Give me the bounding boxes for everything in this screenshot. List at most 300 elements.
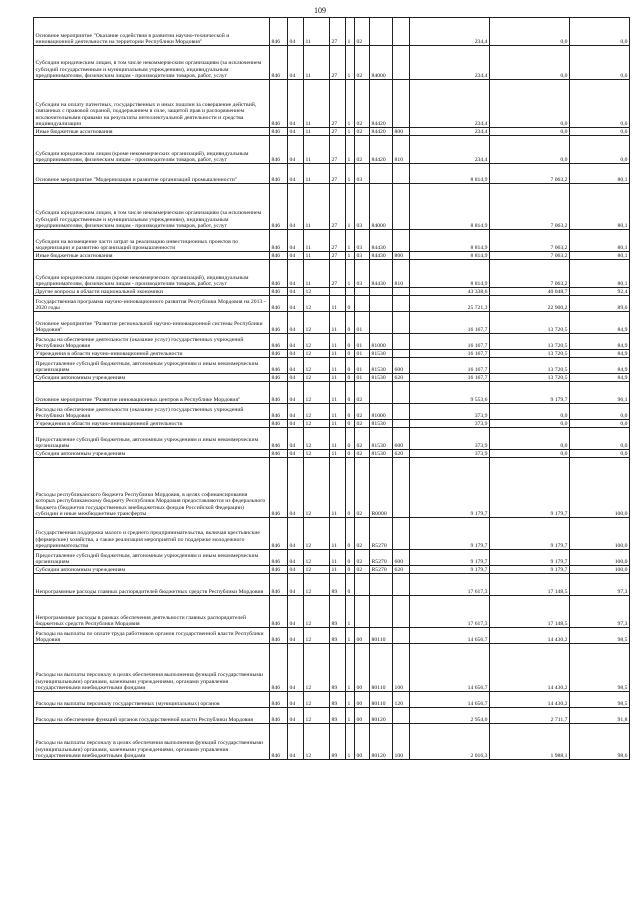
actual-amount-cell: 0,0 xyxy=(490,128,570,136)
program-code-cell: 11 xyxy=(330,334,346,350)
execution-percent-cell: 84,9 xyxy=(570,358,630,374)
execution-percent-cell: 100,0 xyxy=(570,566,630,574)
direction-code-cell: 84430 xyxy=(370,260,393,288)
program-code-cell: 11 xyxy=(330,518,346,550)
section-code-cell: 04 xyxy=(288,334,304,350)
event-code-cell: 01 xyxy=(355,374,370,382)
subsection-code-cell: 12 xyxy=(304,566,330,574)
program-code-cell: 11 xyxy=(330,428,346,450)
event-code-cell: 00 xyxy=(355,724,370,760)
actual-amount-cell: 14 430,2 xyxy=(490,628,570,644)
section-code-cell: 04 xyxy=(288,382,304,404)
row-name-cell: Непрограммные расходы в рамках обеспечения деятельности главных распорядителей бюджетных средств Республики Мордовия xyxy=(34,596,270,628)
plan-amount-cell: 14 656,7 xyxy=(410,628,490,644)
execution-percent-cell: 92,4 xyxy=(570,288,630,296)
expense-type-code-cell: 810 xyxy=(393,136,410,164)
subsection-code-cell: 12 xyxy=(304,596,330,628)
event-code-cell: 02 xyxy=(355,428,370,450)
row-name-cell: Субсидии автономным учреждениям xyxy=(34,566,270,574)
table-row xyxy=(34,230,630,252)
expense-type-code-cell: 120 xyxy=(393,692,410,708)
execution-percent-cell: 84,9 xyxy=(570,374,630,382)
row-name-cell: Расходы на обеспечение деятельности (оказание услуг) государственных учреждений Республики Мордовия xyxy=(34,334,270,350)
subprogram-code-cell: 1 xyxy=(346,252,355,260)
event-code-cell: 00 xyxy=(355,644,370,692)
event-code-cell: 03 xyxy=(355,260,370,288)
execution-percent-cell: 97,3 xyxy=(570,596,630,628)
subsection-code-cell: 12 xyxy=(304,428,330,450)
program-code-cell: 27 xyxy=(330,164,346,184)
execution-percent-cell: 91,8 xyxy=(570,708,630,724)
direction-code-cell: R5270 xyxy=(370,566,393,574)
event-code-cell: 02 xyxy=(355,404,370,420)
subsection-code-cell: 12 xyxy=(304,458,330,518)
expense-type-code-cell xyxy=(393,420,410,428)
execution-percent-cell: 98,5 xyxy=(570,644,630,692)
actual-amount-cell: 9 179,7 xyxy=(490,458,570,518)
direction-code-cell: 80110 xyxy=(370,692,393,708)
execution-percent-cell: 0,0 xyxy=(570,428,630,450)
row-name-cell: Основное мероприятие "Оказание содействия в развитии научно-технической и инновационной деятельности на территории Республики Мордовия" xyxy=(34,18,270,46)
grbs-code-cell: 846 xyxy=(270,260,288,288)
plan-amount-cell: 373,9 xyxy=(410,420,490,428)
row-name-cell: Субсидии юридическим лицам, в том числе некоммерческим организациям (за исключением субсидий государственным и муниципальным учреждениям), индивидуальным предпринимателям, физическим лицам - производителям товаров, работ, услуг xyxy=(34,46,270,80)
subprogram-code-cell: 1 xyxy=(346,184,355,230)
row-name-cell: Расходы на обеспечение функций органов государственной власти Республики Мордовия xyxy=(34,708,270,724)
actual-amount-cell: 0,0 xyxy=(490,80,570,128)
actual-amount-cell: 9 179,7 xyxy=(490,518,570,550)
execution-percent-cell: 0,0 xyxy=(570,420,630,428)
actual-amount-cell: 0,0 xyxy=(490,46,570,80)
table-row xyxy=(34,724,630,760)
grbs-code-cell: 846 xyxy=(270,708,288,724)
subsection-code-cell: 12 xyxy=(304,574,330,596)
section-code-cell: 04 xyxy=(288,566,304,574)
subsection-code-cell: 11 xyxy=(304,230,330,252)
budget-table xyxy=(33,17,630,760)
program-code-cell: 89 xyxy=(330,724,346,760)
plan-amount-cell: 2 016,3 xyxy=(410,724,490,760)
section-code-cell: 04 xyxy=(288,596,304,628)
program-code-cell: 11 xyxy=(330,404,346,420)
subsection-code-cell: 11 xyxy=(304,164,330,184)
actual-amount-cell: 7 063,2 xyxy=(490,230,570,252)
actual-amount-cell: 13 720,5 xyxy=(490,350,570,358)
event-code-cell: 02 xyxy=(355,458,370,518)
subprogram-code-cell: 0 xyxy=(346,296,355,312)
direction-code-cell xyxy=(370,18,393,46)
actual-amount-cell: 13 720,5 xyxy=(490,334,570,350)
grbs-code-cell: 846 xyxy=(270,18,288,46)
subprogram-code-cell: 0 xyxy=(346,404,355,420)
expense-type-code-cell: 810 xyxy=(393,260,410,288)
program-code-cell: 27 xyxy=(330,252,346,260)
grbs-code-cell: 846 xyxy=(270,296,288,312)
expense-type-code-cell xyxy=(393,18,410,46)
actual-amount-cell: 17 148,5 xyxy=(490,596,570,628)
grbs-code-cell: 846 xyxy=(270,596,288,628)
execution-percent-cell: 98,5 xyxy=(570,628,630,644)
expense-type-code-cell xyxy=(393,312,410,334)
expense-type-code-cell xyxy=(393,296,410,312)
subsection-code-cell: 12 xyxy=(304,708,330,724)
execution-percent-cell: 100,0 xyxy=(570,550,630,566)
plan-amount-cell: 16 167,7 xyxy=(410,312,490,334)
subprogram-code-cell: 0 xyxy=(346,550,355,566)
grbs-code-cell: 846 xyxy=(270,46,288,80)
subprogram-code-cell: 0 xyxy=(346,358,355,374)
section-code-cell: 04 xyxy=(288,550,304,566)
direction-code-cell: 84420 xyxy=(370,136,393,164)
subprogram-code-cell: 0 xyxy=(346,574,355,596)
program-code-cell: 89 xyxy=(330,596,346,628)
table-row xyxy=(34,164,630,184)
table-row xyxy=(34,260,630,288)
subprogram-code-cell: 0 xyxy=(346,450,355,458)
expense-type-code-cell: 600 xyxy=(393,550,410,566)
expense-type-code-cell: 600 xyxy=(393,358,410,374)
plan-amount-cell: 16 167,7 xyxy=(410,358,490,374)
subprogram-code-cell: 1 xyxy=(346,136,355,164)
expense-type-code-cell: 100 xyxy=(393,724,410,760)
grbs-code-cell: 846 xyxy=(270,334,288,350)
execution-percent-cell: 0,0 xyxy=(570,46,630,80)
subprogram-code-cell: 0 xyxy=(346,458,355,518)
program-code-cell: 11 xyxy=(330,382,346,404)
table-row xyxy=(34,184,630,230)
program-code-cell: 89 xyxy=(330,692,346,708)
program-code-cell: 89 xyxy=(330,574,346,596)
subprogram-code-cell: 1 xyxy=(346,708,355,724)
subprogram-code-cell: 0 xyxy=(346,428,355,450)
section-code-cell: 04 xyxy=(288,450,304,458)
direction-code-cell xyxy=(370,164,393,184)
section-code-cell: 04 xyxy=(288,708,304,724)
expense-type-code-cell xyxy=(393,350,410,358)
row-name-cell: Расходы на выплаты персоналу государственных (муниципальных) органов xyxy=(34,692,270,708)
table-row xyxy=(34,382,630,404)
execution-percent-cell: 80,1 xyxy=(570,230,630,252)
section-code-cell: 04 xyxy=(288,420,304,428)
execution-percent-cell: 0,0 xyxy=(570,128,630,136)
subprogram-code-cell: 1 xyxy=(346,628,355,644)
row-name-cell: Субсидии юридическим лицам, в том числе некоммерческим организациям (за исключением субсидий государственным и муниципальным учреждениям), индивидуальным предпринимателям, физическим лицам - производителям товаров, работ, услуг xyxy=(34,184,270,230)
event-code-cell xyxy=(355,596,370,628)
subsection-code-cell: 12 xyxy=(304,382,330,404)
section-code-cell: 04 xyxy=(288,350,304,358)
program-code-cell: 27 xyxy=(330,184,346,230)
table-row xyxy=(34,518,630,550)
subsection-code-cell: 11 xyxy=(304,128,330,136)
direction-code-cell xyxy=(370,288,393,296)
actual-amount-cell: 0,0 xyxy=(490,450,570,458)
expense-type-code-cell xyxy=(393,458,410,518)
plan-amount-cell: 373,9 xyxy=(410,428,490,450)
table-row xyxy=(34,450,630,458)
table-row xyxy=(34,708,630,724)
subsection-code-cell: 12 xyxy=(304,288,330,296)
plan-amount-cell: 17 617,3 xyxy=(410,574,490,596)
event-code-cell: 02 xyxy=(355,518,370,550)
row-name-cell: Субсидии автономным учреждениям xyxy=(34,374,270,382)
execution-percent-cell: 84,9 xyxy=(570,350,630,358)
program-code-cell: 27 xyxy=(330,80,346,128)
row-name-cell: Субсидии автономным учреждениям xyxy=(34,450,270,458)
plan-amount-cell: 8 814,9 xyxy=(410,260,490,288)
section-code-cell: 04 xyxy=(288,252,304,260)
plan-amount-cell: 2 954,0 xyxy=(410,708,490,724)
event-code-cell: 03 xyxy=(355,184,370,230)
execution-percent-cell: 98,6 xyxy=(570,724,630,760)
subprogram-code-cell: 0 xyxy=(346,334,355,350)
plan-amount-cell: 16 167,7 xyxy=(410,334,490,350)
section-code-cell: 04 xyxy=(288,136,304,164)
plan-amount-cell: 9 179,7 xyxy=(410,518,490,550)
actual-amount-cell: 17 148,5 xyxy=(490,574,570,596)
section-code-cell: 04 xyxy=(288,260,304,288)
subprogram-code-cell: 0 xyxy=(346,312,355,334)
plan-amount-cell: 8 814,9 xyxy=(410,230,490,252)
section-code-cell: 04 xyxy=(288,296,304,312)
execution-percent-cell: 0,0 xyxy=(570,80,630,128)
plan-amount-cell: 8 814,9 xyxy=(410,164,490,184)
plan-amount-cell: 8 814,9 xyxy=(410,184,490,230)
table-row xyxy=(34,252,630,260)
direction-code-cell: 81530 xyxy=(370,350,393,358)
subprogram-code-cell: 0 xyxy=(346,566,355,574)
execution-percent-cell: 80,1 xyxy=(570,164,630,184)
table-row xyxy=(34,128,630,136)
actual-amount-cell: 7 063,2 xyxy=(490,252,570,260)
subsection-code-cell: 12 xyxy=(304,450,330,458)
actual-amount-cell: 9 179,7 xyxy=(490,382,570,404)
subsection-code-cell: 12 xyxy=(304,296,330,312)
section-code-cell: 04 xyxy=(288,164,304,184)
execution-percent-cell: 84,9 xyxy=(570,312,630,334)
program-code-cell: 11 xyxy=(330,550,346,566)
subsection-code-cell: 11 xyxy=(304,46,330,80)
execution-percent-cell: 80,1 xyxy=(570,252,630,260)
table-row xyxy=(34,46,630,80)
grbs-code-cell: 846 xyxy=(270,450,288,458)
row-name-cell: Предоставление субсидий бюджетным, автономным учреждениям и иным некоммерческим организациям xyxy=(34,358,270,374)
table-row xyxy=(34,550,630,566)
program-code-cell: 89 xyxy=(330,708,346,724)
subprogram-code-cell: 0 xyxy=(346,518,355,550)
expense-type-code-cell xyxy=(393,230,410,252)
program-code-cell: 27 xyxy=(330,260,346,288)
program-code-cell: 27 xyxy=(330,230,346,252)
subprogram-code-cell: 0 xyxy=(346,374,355,382)
grbs-code-cell: 846 xyxy=(270,374,288,382)
subsection-code-cell: 11 xyxy=(304,260,330,288)
row-name-cell: Предоставление субсидий бюджетным, автономным учреждениям и иным некоммерческим организациям xyxy=(34,428,270,450)
event-code-cell: 02 xyxy=(355,18,370,46)
actual-amount-cell: 40 048,7 xyxy=(490,288,570,296)
direction-code-cell: R5270 xyxy=(370,518,393,550)
expense-type-code-cell xyxy=(393,404,410,420)
plan-amount-cell: 373,9 xyxy=(410,450,490,458)
event-code-cell: 00 xyxy=(355,692,370,708)
expense-type-code-cell: 620 xyxy=(393,450,410,458)
row-name-cell: Государственная поддержка малого и среднего предпринимательства, включая крестьянские (фермерские) хозяйства, а также реализация мероприятий по поддержке молодежного предпринимательства xyxy=(34,518,270,550)
subsection-code-cell: 12 xyxy=(304,358,330,374)
event-code-cell: 02 xyxy=(355,128,370,136)
row-name-cell: Государственная программа научно-инновационного развития Республики Мордовия на 2013 - 2020 годы xyxy=(34,296,270,312)
grbs-code-cell: 846 xyxy=(270,312,288,334)
subprogram-code-cell: 1 xyxy=(346,18,355,46)
direction-code-cell: 80120 xyxy=(370,708,393,724)
direction-code-cell: 81530 xyxy=(370,428,393,450)
row-name-cell: Основное мероприятие "Развитие региональной научно-инновационной системы Республики Мордовия" xyxy=(34,312,270,334)
grbs-code-cell: 846 xyxy=(270,382,288,404)
plan-amount-cell: 234,4 xyxy=(410,18,490,46)
plan-amount-cell: 14 656,7 xyxy=(410,692,490,708)
subprogram-code-cell: 1 xyxy=(346,724,355,760)
actual-amount-cell: 14 430,2 xyxy=(490,692,570,708)
event-code-cell: 01 xyxy=(355,358,370,374)
event-code-cell xyxy=(355,574,370,596)
grbs-code-cell: 846 xyxy=(270,692,288,708)
program-code-cell: 27 xyxy=(330,46,346,80)
subprogram-code-cell: 1 xyxy=(346,260,355,288)
row-name-cell: Расходы на выплаты персоналу в целях обеспечения выполнения функций государственными (муниципальными) органами, казенными учреждениями, органами управления государственными внебюджетными фондами xyxy=(34,644,270,692)
plan-amount-cell: 14 656,7 xyxy=(410,644,490,692)
expense-type-code-cell: 620 xyxy=(393,374,410,382)
actual-amount-cell: 0,0 xyxy=(490,136,570,164)
subsection-code-cell: 12 xyxy=(304,724,330,760)
grbs-code-cell: 846 xyxy=(270,80,288,128)
program-code-cell xyxy=(330,288,346,296)
section-code-cell: 04 xyxy=(288,312,304,334)
section-code-cell: 04 xyxy=(288,404,304,420)
table-row xyxy=(34,628,630,644)
expense-type-code-cell: 620 xyxy=(393,566,410,574)
subsection-code-cell: 12 xyxy=(304,312,330,334)
grbs-code-cell: 846 xyxy=(270,288,288,296)
row-name-cell: Предоставление субсидий бюджетным, автономным учреждениям и иным некоммерческим организациям xyxy=(34,550,270,566)
expense-type-code-cell xyxy=(393,628,410,644)
expense-type-code-cell: 600 xyxy=(393,428,410,450)
execution-percent-cell: 100,0 xyxy=(570,518,630,550)
actual-amount-cell: 7 063,2 xyxy=(490,164,570,184)
table-row xyxy=(34,404,630,420)
event-code-cell: 02 xyxy=(355,136,370,164)
event-code-cell: 03 xyxy=(355,164,370,184)
section-code-cell: 04 xyxy=(288,574,304,596)
direction-code-cell: 84430 xyxy=(370,252,393,260)
subsection-code-cell: 11 xyxy=(304,80,330,128)
section-code-cell: 04 xyxy=(288,458,304,518)
expense-type-code-cell xyxy=(393,708,410,724)
expense-type-code-cell xyxy=(393,382,410,404)
row-name-cell: Иные бюджетные ассигнования xyxy=(34,128,270,136)
event-code-cell: 00 xyxy=(355,628,370,644)
subprogram-code-cell: 0 xyxy=(346,382,355,404)
grbs-code-cell: 846 xyxy=(270,644,288,692)
actual-amount-cell: 7 063,2 xyxy=(490,260,570,288)
subprogram-code-cell: 1 xyxy=(346,692,355,708)
direction-code-cell: 84420 xyxy=(370,80,393,128)
direction-code-cell: 84430 xyxy=(370,230,393,252)
event-code-cell: 02 xyxy=(355,420,370,428)
table-row xyxy=(34,596,630,628)
subprogram-code-cell: 0 xyxy=(346,350,355,358)
section-code-cell: 04 xyxy=(288,18,304,46)
actual-amount-cell: 13 720,5 xyxy=(490,312,570,334)
expense-type-code-cell xyxy=(393,574,410,596)
section-code-cell: 04 xyxy=(288,518,304,550)
row-name-cell: Основное мероприятие "Модернизация и развитие организаций промышленности" xyxy=(34,164,270,184)
execution-percent-cell: 0,0 xyxy=(570,404,630,420)
program-code-cell: 27 xyxy=(330,136,346,164)
subsection-code-cell: 12 xyxy=(304,692,330,708)
row-name-cell: Иные бюджетные ассигнования xyxy=(34,252,270,260)
actual-amount-cell: 13 720,5 xyxy=(490,358,570,374)
direction-code-cell: 81530 xyxy=(370,374,393,382)
table-row xyxy=(34,80,630,128)
program-code-cell: 11 xyxy=(330,374,346,382)
grbs-code-cell: 846 xyxy=(270,518,288,550)
program-code-cell: 11 xyxy=(330,420,346,428)
program-code-cell: 11 xyxy=(330,458,346,518)
program-code-cell: 11 xyxy=(330,566,346,574)
expense-type-code-cell xyxy=(393,80,410,128)
subsection-code-cell: 11 xyxy=(304,184,330,230)
section-code-cell: 04 xyxy=(288,644,304,692)
execution-percent-cell: 0,0 xyxy=(570,450,630,458)
event-code-cell: 03 xyxy=(355,230,370,252)
subprogram-code-cell xyxy=(346,288,355,296)
plan-amount-cell: 17 617,3 xyxy=(410,596,490,628)
actual-amount-cell: 0,0 xyxy=(490,420,570,428)
expense-type-code-cell xyxy=(393,184,410,230)
subsection-code-cell: 12 xyxy=(304,644,330,692)
actual-amount-cell: 1 988,1 xyxy=(490,724,570,760)
event-code-cell: 00 xyxy=(355,708,370,724)
table-row xyxy=(34,288,630,296)
section-code-cell: 04 xyxy=(288,128,304,136)
plan-amount-cell: 234,4 xyxy=(410,136,490,164)
direction-code-cell: 80120 xyxy=(370,724,393,760)
event-code-cell: 02 xyxy=(355,450,370,458)
program-code-cell: 11 xyxy=(330,350,346,358)
row-name-cell: Другие вопросы в области национальной экономики xyxy=(34,288,270,296)
plan-amount-cell: 16 167,7 xyxy=(410,374,490,382)
expense-type-code-cell: 100 xyxy=(393,644,410,692)
actual-amount-cell: 7 063,2 xyxy=(490,184,570,230)
plan-amount-cell: 25 721,3 xyxy=(410,296,490,312)
table-row xyxy=(34,644,630,692)
event-code-cell xyxy=(355,296,370,312)
row-name-cell: Расходы на выплаты по оплате труда работников органов государственной власти Республики Мордовия xyxy=(34,628,270,644)
section-code-cell: 04 xyxy=(288,628,304,644)
subsection-code-cell: 12 xyxy=(304,334,330,350)
expense-type-code-cell xyxy=(393,596,410,628)
plan-amount-cell: 9 179,7 xyxy=(410,566,490,574)
program-code-cell: 11 xyxy=(330,358,346,374)
table-row xyxy=(34,136,630,164)
actual-amount-cell: 14 430,2 xyxy=(490,644,570,692)
direction-code-cell: 81530 xyxy=(370,450,393,458)
program-code-cell: 11 xyxy=(330,296,346,312)
section-code-cell: 04 xyxy=(288,428,304,450)
actual-amount-cell: 22 900,2 xyxy=(490,296,570,312)
expense-type-code-cell: 800 xyxy=(393,128,410,136)
grbs-code-cell: 846 xyxy=(270,358,288,374)
program-code-cell: 11 xyxy=(330,312,346,334)
subsection-code-cell: 12 xyxy=(304,374,330,382)
